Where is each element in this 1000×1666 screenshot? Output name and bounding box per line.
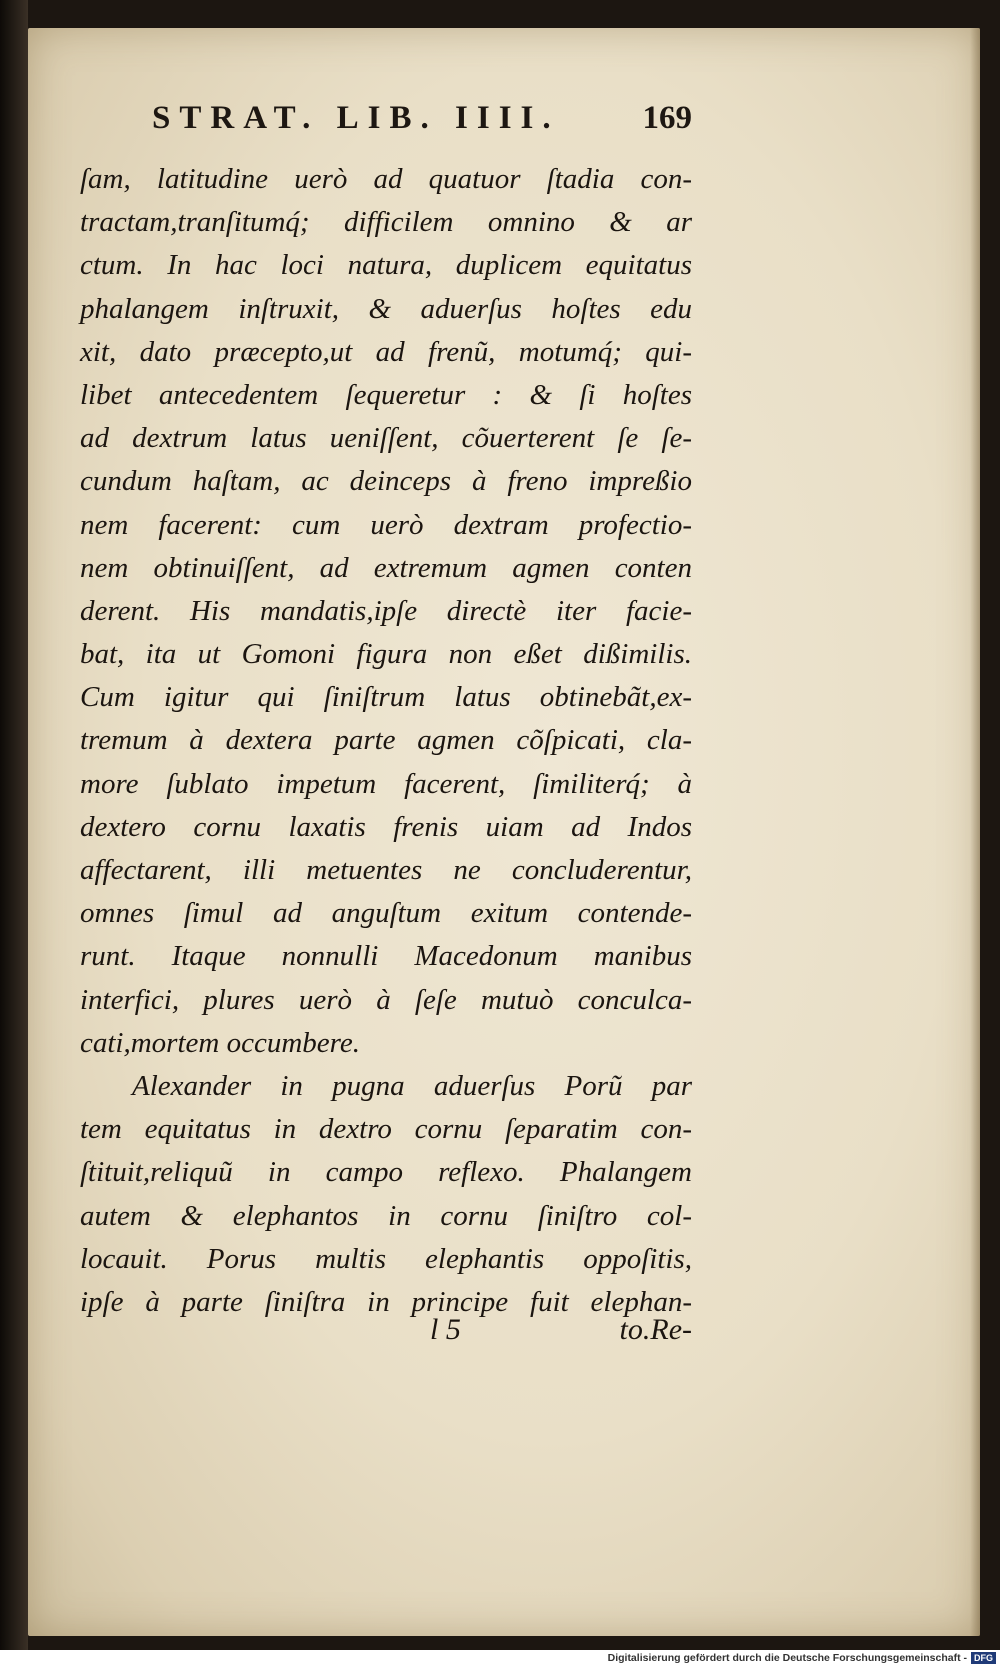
text-line: tem equitatus in dextro cornu ſeparatim con- — [80, 1113, 692, 1146]
main-text — [80, 158, 692, 1324]
text-line: ipſe à parte ſiniſtra in principe fuit elephan- — [80, 1285, 692, 1318]
text-line: interfici, plures uerò à ſeſe mutuò conculca- — [80, 983, 692, 1016]
text-line: nem obtinuiſſent, ad extremum agmen conten — [80, 551, 692, 584]
text-line: derent. His mandatis,ipſe directè iter facie- — [80, 594, 692, 627]
text-line: ad dextrum latus ueniſſent, cõuerterent ſe ſe- — [80, 422, 692, 455]
text-line: omnes ſimul ad anguſtum exitum contende- — [80, 897, 692, 930]
paragraph-start-line: Alexander in pugna aduerſus Porũ par — [132, 1069, 692, 1102]
page-number: 169 — [642, 100, 692, 136]
text-line: cundum haſtam, ac deinceps à freno impreßio — [80, 465, 692, 498]
running-title: STRAT. LIB. IIII. — [152, 100, 560, 136]
text-line: runt. Itaque nonnulli Macedonum manibus — [80, 940, 692, 973]
text-line: cati,mortem occumbere. — [80, 1026, 360, 1059]
text-line: ctum. In hac loci natura, duplicem equitatus — [80, 249, 692, 282]
text-line: locauit. Porus multis elephantis oppoſitis, — [80, 1242, 692, 1275]
text-line: libet antecedentem ſequeretur : & ſi hoſtes — [80, 378, 692, 411]
text-line: dextero cornu laxatis frenis uiam ad Indos — [80, 810, 692, 843]
text-line: bat, ita ut Gomoni figura non eßet dißimilis. — [80, 638, 692, 671]
credit-bar — [0, 1650, 1000, 1666]
text-line: xit, dato præcepto,ut ad frenũ, motumq́; qui- — [80, 335, 692, 368]
credit-text: Digitalisierung gefördert durch die Deutsche Forschungsgemeinschaft - — [607, 1652, 967, 1664]
previous-leaf-shadow — [0, 0, 28, 1650]
text-line: ſam, latitudine uerò ad quatuor ſtadia con- — [80, 163, 692, 195]
text-line: nem facerent: cum uerò dextram profectio- — [80, 508, 692, 541]
signature-mark: l 5 — [430, 1313, 461, 1346]
page-footer — [80, 1313, 692, 1357]
page-edge — [970, 28, 980, 1636]
text-line: tractam,tranſitumq́; difficilem omnino & ar — [80, 206, 692, 239]
dfg-logo: DFG — [971, 1652, 996, 1664]
running-head — [152, 100, 692, 137]
text-line: affectarent, illi metuentes ne concluderentur, — [80, 854, 692, 886]
text-line: ſtituit,reliquũ in campo reflexo. Phalangem — [80, 1156, 692, 1189]
catchword: to.Re- — [619, 1313, 692, 1346]
text-line: Cum igitur qui ſiniſtrum latus obtinebãt,ex- — [80, 681, 692, 714]
text-line: more ſublato impetum facerent, ſimiliterq́; à — [80, 767, 692, 800]
text-line: tremum à dextera parte agmen cõſpicati, cla- — [80, 724, 692, 757]
text-line: phalangem inſtruxit, & aduerſus hoſtes edu — [80, 292, 692, 325]
text-line: autem & elephantos in cornu ſiniſtro col- — [80, 1199, 692, 1232]
